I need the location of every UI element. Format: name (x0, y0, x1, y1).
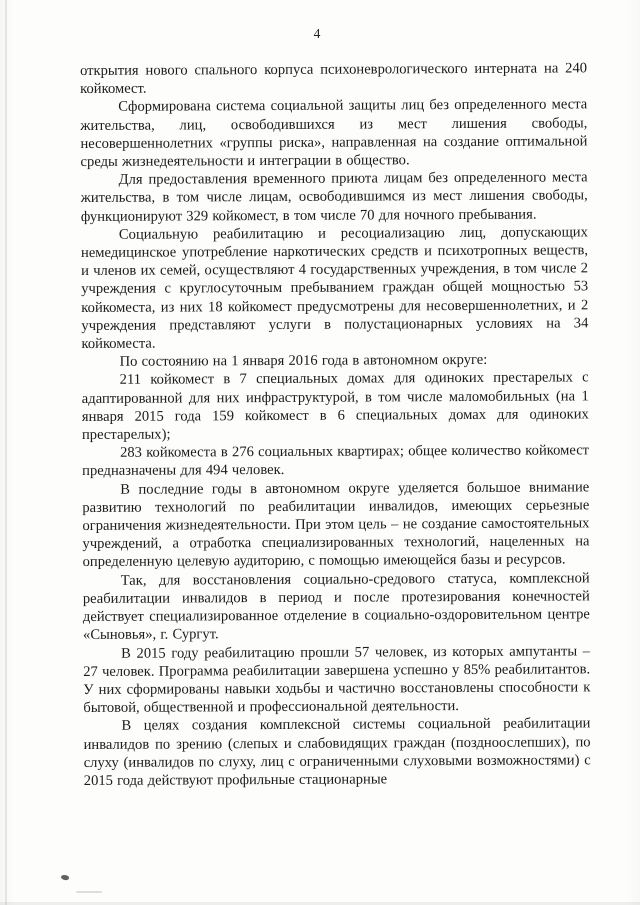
paragraph: Для предоставления временного приюта лицам без определенного места жительства, в том числе лицам, освободившимся из мест лишения свободы, функционируют 329 койкомест, в том числе 70 для ночного пребывания. (80, 169, 588, 225)
page-number: 4 (313, 26, 321, 41)
scan-ink-speck (60, 874, 69, 881)
paragraph: В последние годы в автономном округе уделяется большое внимание развитию технологий по реабилитации инвалидов, имеющих серьезные ограничения жизнедеятельности. При этом цель – не создание самостоятельных учреждений, а отработка специализированных технологий, нацеленных на определенную целевую аудиторию, с помощью имеющейся базы и ресурсов. (82, 479, 590, 571)
paragraph: 211 койкомест в 7 специальных домах для одиноких престарелых с адаптированной для них инфраструктурой, в том числе маломобильных (на 1 января 2015 года 159 койкомест в 6 специальных домах для одиноких престарелых); (81, 369, 589, 444)
paragraph: Социальную реабилитацию и ресоциализацию лиц, допускающих немедицинское употребление наркотических средств и психотропных веществ, и членов их семей, осуществляют 4 государственных учреждения, в том числе 2 учреждения с круглосуточным пребыванием граждан общей мощностью 53 койкоместа, из них 18 койкомест предусмотрены для несовершеннолетних, и 2 учреждения представляют услуги в полустационарных условиях на 34 койкоместа. (80, 224, 589, 353)
paragraph: Сформирована система социальной защиты лиц без определенного места жительства, лиц, освободившихся из мест лишения свободы, несовершеннолетних «группы риска», направленная на создание оптимальной среды жизнедеятельности и интеграции в общество. (80, 96, 588, 171)
paragraph: В 2015 году реабилитацию прошли 57 человек, из которых ампутанты – 27 человек. Программа реабилитации завершена успешно у 85% реабилитантов. У них сформированы навыки ходьбы и частично восстановлены способности к бытовой, общественной и профессиональной деятельности. (83, 642, 591, 717)
scan-ink-smudge (76, 891, 102, 893)
paragraph: Так, для восстановления социально-средового статуса, комплексной реабилитации инвалидов в период и после протезирования конечностей действует специализированное отделение в социально-оздоровительном центре «Сыновья», г. Сургут. (82, 570, 590, 644)
page-edge-shadow-left (5, 0, 7, 905)
paragraph: В целях создания комплексной системы социальной реабилитации инвалидов по зрению (слепых и слабовидящих граждан (поздноослепших), по слуху (инвалидов по слуху, лиц с ограниченными слуховыми возможностями) с 2015 года действуют профильные стационарные (83, 715, 591, 789)
paragraph: 283 койкоместа в 276 социальных квартирах; общее количество койкомест предназначены для 494 человек. (82, 442, 590, 480)
document-body-text (80, 59, 591, 790)
paragraph: открытия нового спального корпуса психоневрологического интерната на 240 койкомест. (80, 60, 588, 98)
paragraph: По состоянию на 1 января 2016 года в автономном округе: (119, 352, 488, 371)
